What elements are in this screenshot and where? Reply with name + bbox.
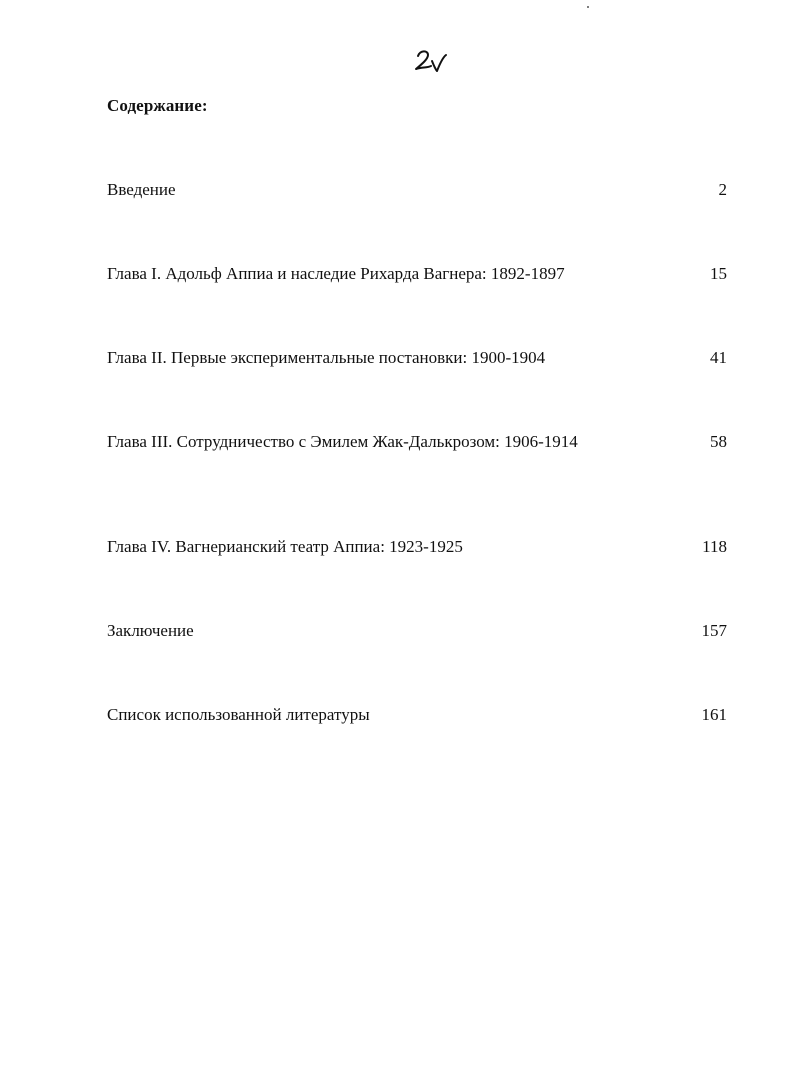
toc-entry [107, 346, 727, 370]
toc-entry [107, 619, 727, 643]
toc-entry [107, 430, 727, 454]
toc-entry-page: 41 [710, 348, 727, 367]
toc-entry-page: 157 [701, 621, 727, 640]
toc-entry-title: Глава I. Адольф Аппиа и наследие Рихарда Вагнера: 1892-1897 [107, 264, 565, 283]
scan-speck [587, 6, 589, 8]
toc-entry-page: 15 [710, 264, 727, 283]
contents-heading: Содержание: [107, 96, 208, 115]
toc-entry [107, 178, 727, 202]
toc-entry-page: 161 [701, 705, 727, 724]
toc-entry-page: 58 [710, 432, 727, 451]
toc-entry-title: Глава II. Первые экспериментальные постановки: 1900-1904 [107, 348, 546, 367]
handwritten-page-number [412, 44, 448, 76]
toc-entry-title: Глава IV. Вагнерианский театр Аппиа: 1923-1925 [107, 537, 463, 556]
toc-entry-page: 118 [702, 537, 727, 556]
toc-entry-title: Введение [107, 180, 176, 199]
toc-entry-title: Глава III. Сотрудничество с Эмилем Жак-Далькрозом: 1906-1914 [107, 432, 578, 451]
toc-entry-title: Список использованной литературы [107, 705, 370, 724]
toc-entry [107, 262, 727, 286]
toc-entry [107, 703, 727, 727]
toc-entry [107, 535, 727, 559]
toc-entry-page: 2 [718, 180, 727, 199]
toc-entry-title: Заключение [107, 621, 194, 640]
